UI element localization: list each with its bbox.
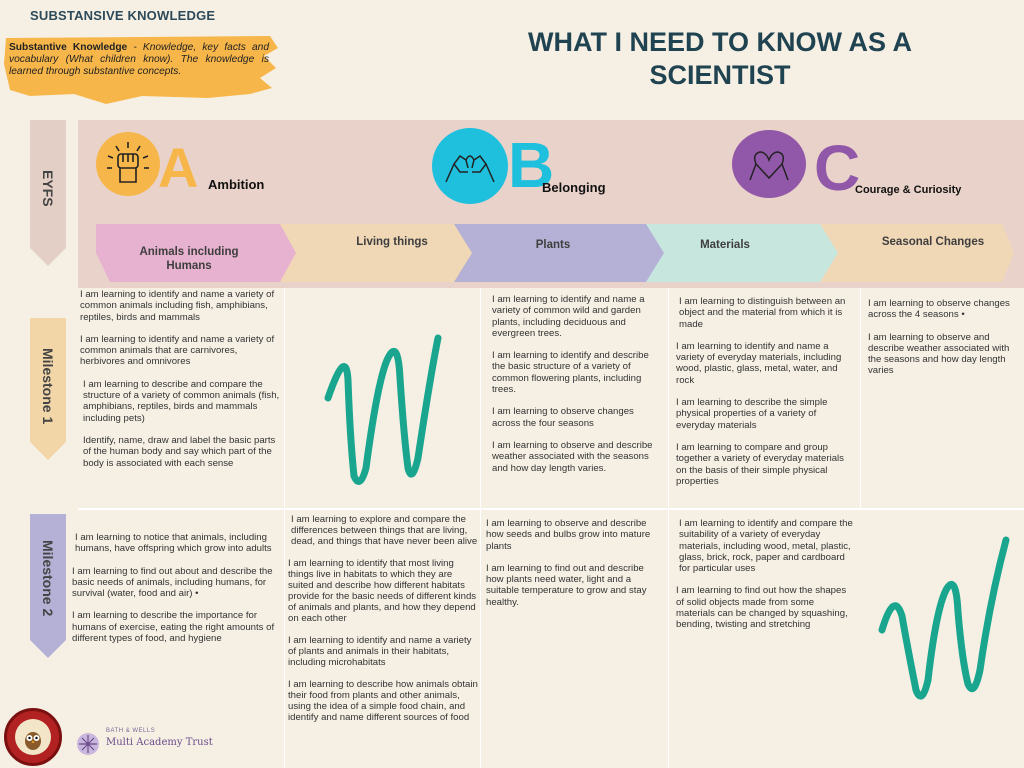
row-label-milestone2: Milestone 2 [40, 540, 56, 617]
row-label-eyfs: EYFS [40, 170, 56, 207]
trust-name: Multi Academy Trust [106, 737, 213, 748]
value-letter-b: B [508, 129, 555, 201]
m2-materials-item: I am learning to identify and compare the suitability of a variety of everyday materials, including wood, metal, plastic, glass, brick, rock, paper and cardboard for particular uses [679, 518, 853, 575]
intro-rest: - Knowledge, key facts and vocabulary (What children know). The knowledge is learned through substantive concepts. [9, 42, 269, 77]
pinky-promise-icon [432, 128, 508, 204]
m1-seasons-item: I am learning to observe changes across the 4 seasons • [868, 298, 1010, 321]
page-title-line1: WHAT I NEED TO KNOW AS A [528, 27, 912, 57]
value-word-ambition: Ambition [208, 177, 265, 192]
m2-living-item: I am learning to identify and name a variety of plants and animals in their habitats, including microhabitats [288, 635, 472, 668]
m1-plants-cell [492, 294, 664, 485]
grid-line-col [480, 288, 481, 768]
belonging-circle [432, 128, 508, 204]
m1-animals-item: I am learning to identify and name a variety of common animals that are carnivores, herbivores and omnivores [80, 333, 275, 368]
squiggle-decoration [872, 520, 1016, 706]
value-letter-c: C [814, 132, 861, 204]
grid-line-row [78, 508, 1024, 510]
m1-plants-item: I am learning to observe changes across the four seasons [492, 406, 634, 429]
m1-animals-item: Identify, name, draw and label the basic parts of the human body and say which part of the body is associated with each sense [83, 434, 276, 469]
page-title [500, 26, 940, 92]
row-label-milestone1: Milestone 1 [40, 348, 56, 425]
m2-plants-item: I am learning to find out and describe how plants need water, light and a suitable temperature to grow and stay healthy. [486, 562, 647, 608]
intro-bold: Substantive Knowledge [9, 42, 128, 53]
grid-line-col [284, 288, 285, 768]
topic-animals-line1: Animals including [139, 246, 239, 258]
grid-line-col [668, 288, 669, 768]
m2-materials-item: I am learning to find out how the shapes of solid objects made from some materials can be changed by squashing, bending, twisting and stretching [676, 585, 848, 631]
topic-living-things: Living things [356, 236, 428, 248]
m2-animals-item: I am learning to describe the importance for humans of exercise, eating the right amounts of different types of food, and hygiene [72, 610, 275, 645]
topic-seasonal-changes: Seasonal Changes [881, 236, 985, 248]
value-word-belonging: Belonging [542, 180, 606, 195]
m2-living-item: I am learning to identify that most living things live in habitats to which they are suited and describe how different habitats provide for the basic needs of different kinds of animals and plants, and how they depend on each other [288, 558, 477, 624]
squiggle-decoration [318, 318, 454, 490]
m2-living-cell [288, 514, 478, 734]
trust-logo-icon [76, 732, 100, 756]
m1-plants-item: I am learning to identify and describe the basic structure of a variety of common flowering plants, including trees. [492, 350, 649, 396]
m1-seasons-cell [868, 298, 1020, 388]
m2-living-item: I am learning to explore and compare the differences between things that are living, dead, and things that have never been alive [291, 514, 478, 547]
m1-materials-item: I am learning to distinguish between an object and the material from which it is made [679, 296, 846, 330]
m2-materials-cell [676, 518, 854, 642]
m2-animals-cell [72, 532, 278, 655]
page-title-line2: SCIENTIST [649, 60, 791, 90]
m2-plants-cell [486, 518, 662, 619]
topic-animals [118, 245, 260, 273]
m1-plants-item: I am learning to identify and name a variety of common wild and garden plants, including deciduous and evergreen trees. [492, 294, 645, 339]
m2-living-item: I am learning to describe how animals obtain their food from plants and other animals, using the idea of a simple food chain, and identify and name different sources of food [288, 679, 478, 723]
m2-animals-item: I am learning to notice that animals, including humans, have offspring which grow into adults [75, 532, 272, 555]
topic-materials: Materials [700, 239, 750, 251]
raised-fist-icon [96, 132, 160, 196]
m2-animals-item: I am learning to find out about and describe the basic needs of animals, including humans, for survival (water, food and air) • [72, 565, 273, 600]
m1-animals-item: I am learning to describe and compare the structure of a variety of common animals (fish, amphibians, reptiles, birds and mammals including pets) [83, 378, 280, 424]
m1-animals-cell [80, 289, 280, 480]
value-word-courage: Courage & Curiosity [855, 184, 962, 196]
intro-text [9, 42, 269, 78]
m1-materials-item: I am learning to describe the simple physical properties of a variety of everyday materials [676, 397, 828, 431]
m1-seasons-item: I am learning to observe and describe weather associated with the seasons and how day length varies [868, 331, 1010, 377]
owl-icon [21, 727, 45, 751]
topic-plants: Plants [535, 239, 571, 251]
m1-materials-item: I am learning to identify and name a variety of everyday materials, including wood, plastic, glass, metal, water, and rock [676, 340, 842, 386]
school-logo [4, 708, 62, 766]
trust-name-small: BATH & WELLS [106, 728, 156, 734]
ambition-circle [96, 132, 160, 196]
m1-animals-item: I am learning to identify and name a variety of common animals including fish, amphibians, reptiles, birds and mammals [80, 289, 275, 323]
grid-line-col [860, 288, 861, 508]
heart-hands-icon [732, 130, 806, 198]
m2-plants-item: I am learning to observe and describe how seeds and bulbs grow into mature plants [486, 518, 651, 552]
m1-materials-item: I am learning to compare and group together a variety of everyday materials on the basis of their simple physical properties [676, 441, 844, 487]
m1-plants-item: I am learning to observe and describe weather associated with the seasons and how day length varies. [492, 439, 653, 474]
topic-animals-line2: Humans [166, 260, 212, 272]
m1-materials-cell [676, 296, 854, 498]
value-letter-a: A [158, 136, 199, 199]
section-heading: SUBSTANSIVE KNOWLEDGE [30, 8, 216, 23]
courage-circle [732, 130, 806, 198]
